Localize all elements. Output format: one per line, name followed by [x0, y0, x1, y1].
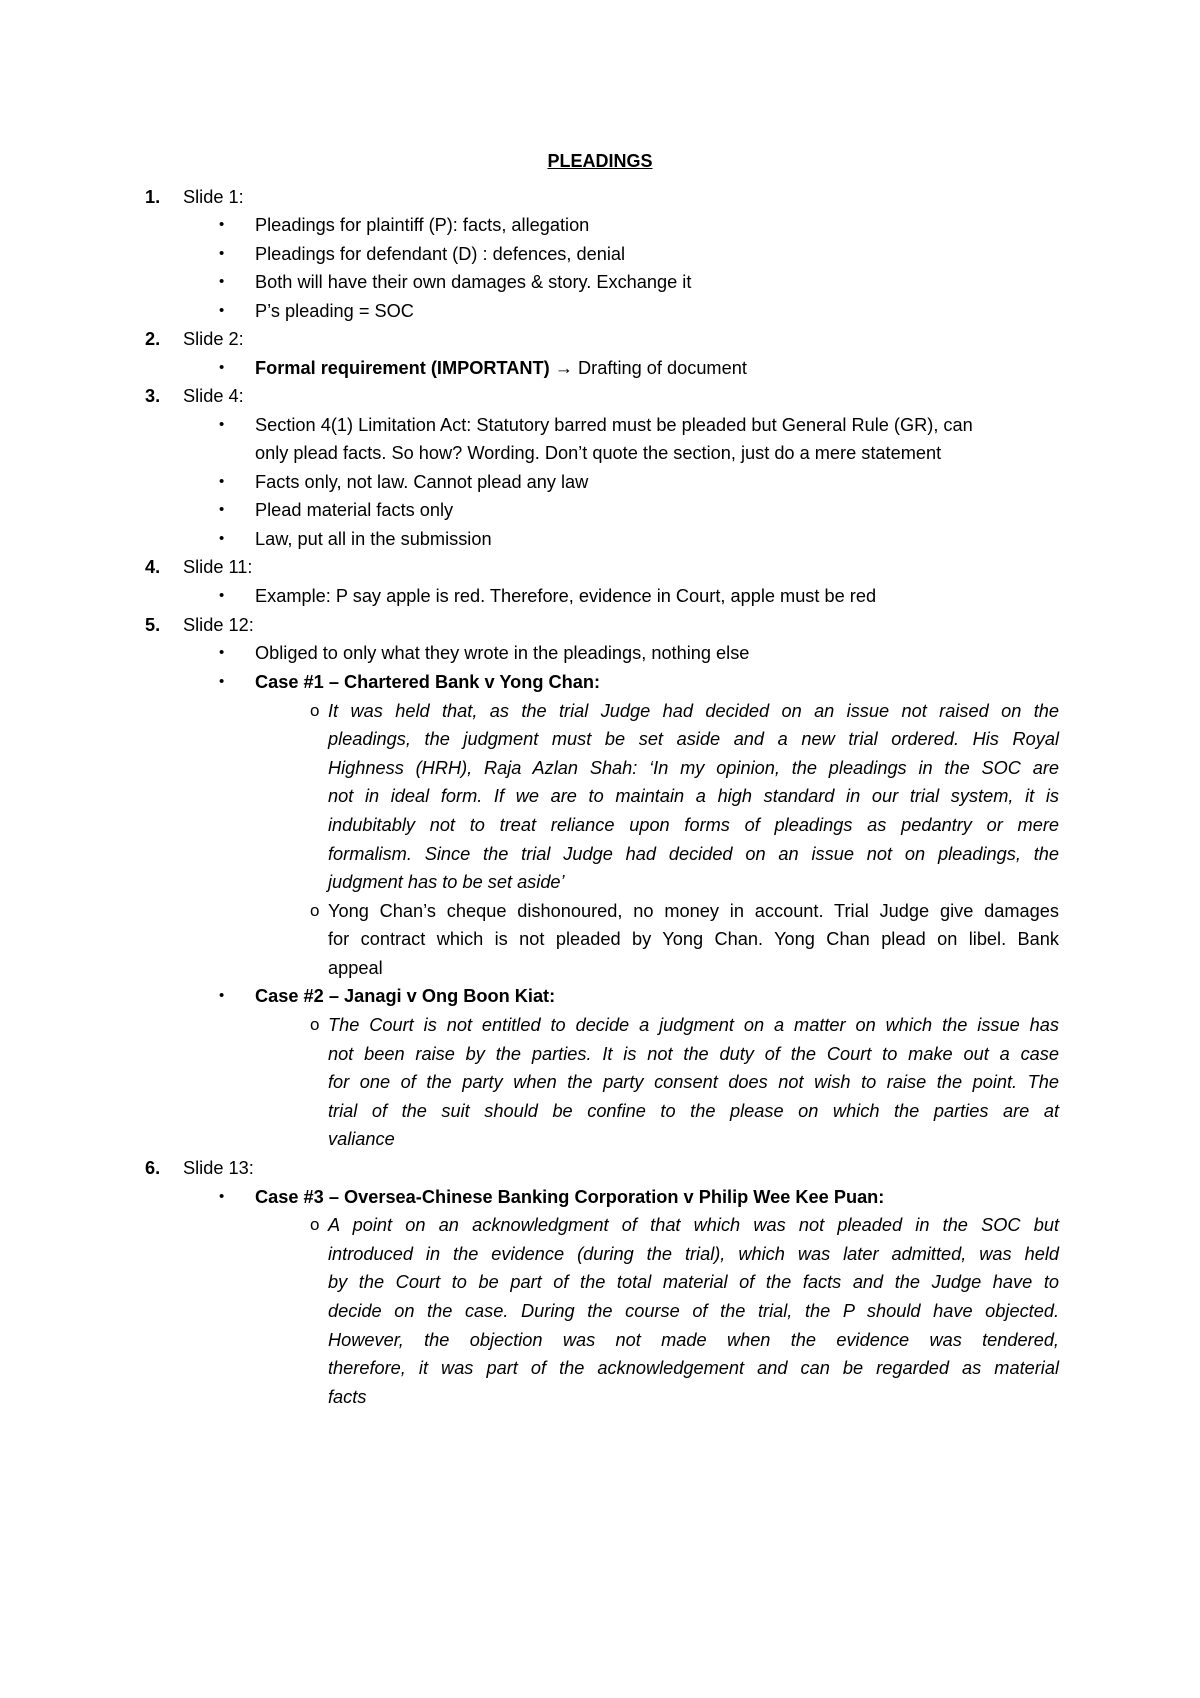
sub-bullet-icon: o	[310, 901, 320, 920]
list-number: 6.	[145, 1158, 161, 1178]
bullet-icon: •	[219, 501, 225, 518]
slide-label: Slide 13:	[183, 1158, 254, 1178]
list-number: 2.	[145, 329, 161, 349]
bullet-icon: •	[219, 216, 225, 233]
list-number: 1.	[145, 187, 161, 207]
sub-bullet-icon: o	[310, 1015, 320, 1034]
sub-bullet-icon: o	[310, 1215, 320, 1234]
bullet-icon: •	[219, 530, 225, 547]
list-number: 3.	[145, 386, 161, 406]
slide-label: Slide 1:	[183, 187, 244, 207]
bullet-icon: •	[219, 473, 225, 490]
bullet-icon: •	[219, 1188, 225, 1205]
bullet-icon: •	[219, 673, 225, 690]
slide-label: Slide 12:	[183, 615, 254, 635]
list-number: 4.	[145, 557, 161, 577]
document-page: PLEADINGS 1. Slide 1: • Pleadings for plaintiff (P): facts, allegation • Pleadings for defendant (D) : defences, denial • Both will have their own damages & story. Exchange it • P’s pleading = SOC 2. Slide 2: • Formal requirement (IMPORTANT) → Drafting of document 3. Slide 4: • Section 4(1) Limitation Act: Statutory barred must be pleaded but General Rule (GR), can only plead facts. So how? Wording. Don’t quote the section, just do a mere statement • Facts only, not law. Cannot plead any law • Plead material facts only • Law, put all in the submission 4. Slide 11: • Example: P say apple is red. Therefore, evidence in Court, apple must be red 5. Slide 12: • Obliged to only what they wrote in the pleadings, nothing else • Case #1 – Chartered Bank v Yong Chan: o It was held that, as the trial Judge had decided on an issue not raised on the pleadings, the judgment must be set aside and a new trial ordered. His Royal Highness (HRH), Raja Azlan Shah: ‘In my opinion, the pleadings in the SOC are not in ideal form. If we are to maintain a high standard in our trial system, it is indubitably not to treat reliance upon forms of pleadings as pedantry or mere formalism. Since the trial Judge had decided on an issue not on pleadings, the judgment has to be set aside’ o Yong Chan’s cheque dishonoured, no money in account. Trial Judge give damages for contract which is not pleaded by Yong Chan. Yong Chan plead on libel. Bank appeal • Case #2 – Janagi v Ong Boon Kiat: o The Court is not entitled to decide a judgment on a matter on which the issue has not been raise by the parties. It is not the duty of the Court to make out a case for one of the party when the party consent does not wish to raise the point. The trial of the suit should be confine to the please on which the parties are at valiance 6. Slide 13: • Case #3 – Oversea-Chinese Banking Corporation v Philip Wee Kee Puan: o A point on an acknowledgment of that which was not pleaded in the SOC but introduced in the evidence (during the trial), which was later admitted, was held by the Court to be part of the total material of the facts and the Judge have to decide on the case. During the course of the trial, the P should have objected. However, the objection was not made when the evidence was tendered, therefore, it was part of the acknowledgement and can be regarded as material facts	[0, 0, 1200, 1698]
bullet-icon: •	[219, 273, 225, 290]
page-title: PLEADINGS	[547, 151, 653, 171]
bullet-icon: •	[219, 644, 225, 661]
list-number: 5.	[145, 615, 161, 635]
arrow-right-icon: →	[554, 358, 573, 378]
bullet-icon: •	[219, 359, 225, 376]
sub-bullet-icon: o	[310, 701, 320, 720]
bullet-icon: •	[219, 416, 225, 433]
bullet-icon: •	[219, 587, 225, 604]
bullet-icon: •	[219, 302, 225, 319]
slide-label: Slide 2:	[183, 329, 244, 349]
bullet-icon: •	[219, 987, 225, 1004]
slide-label: Slide 4:	[183, 386, 244, 406]
bullet-icon: •	[219, 245, 225, 262]
slide-label: Slide 11:	[183, 557, 253, 577]
